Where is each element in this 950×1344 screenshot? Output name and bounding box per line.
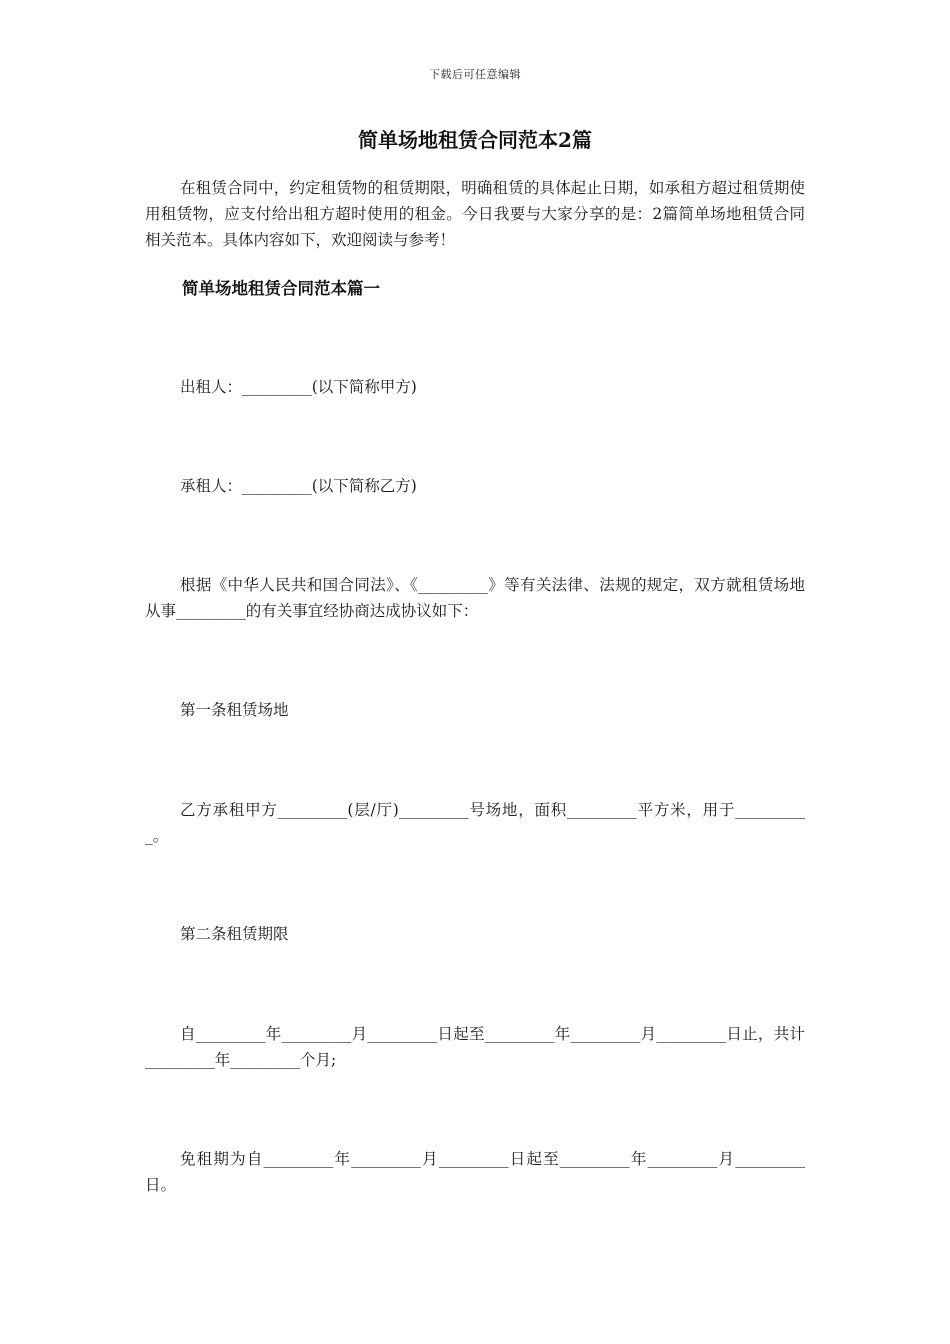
basis-paragraph: 根据《中华人民共和国合同法》、《_________》等有关法律、法规的规定，双方就租赁场地从事_________的有关事宜经协商达成协议如下： (145, 576, 805, 620)
article1-title: 第一条租赁场地 (180, 701, 289, 719)
article2-free-period: 免租期为自_________年_________月_________日起至_________年_________月_________日。 (145, 1150, 805, 1194)
lessor-line: 出租人：_________(以下简称甲方) (180, 378, 417, 396)
article2-text: 自_________年_________月_________日起至_________年_________月_________日止，共计_________年_________个月; (145, 1025, 805, 1069)
section-heading: 简单场地租赁合同范本篇一 (182, 279, 380, 298)
intro-paragraph: 在租赁合同中，约定租赁物的租赁期限，明确租赁的具体起止日期，如承租方超过租赁期使用租赁物，应支付给出租方超时使用的租金。今日我要与大家分享的是：2篇简单场地租赁合同相关范本。具体内容如下，欢迎阅读与参考！ (145, 179, 805, 249)
article1-text: 乙方承租甲方_________(层/厅)_________号场地，面积_________平方米，用于__________。 (145, 801, 805, 845)
header-note: 下载后可任意编辑 (429, 68, 521, 81)
article2-title: 第二条租赁期限 (180, 925, 289, 943)
lessee-line: 承租人：_________(以下简称乙方) (180, 477, 417, 495)
page-title: 简单场地租赁合同范本2篇 (358, 128, 592, 152)
